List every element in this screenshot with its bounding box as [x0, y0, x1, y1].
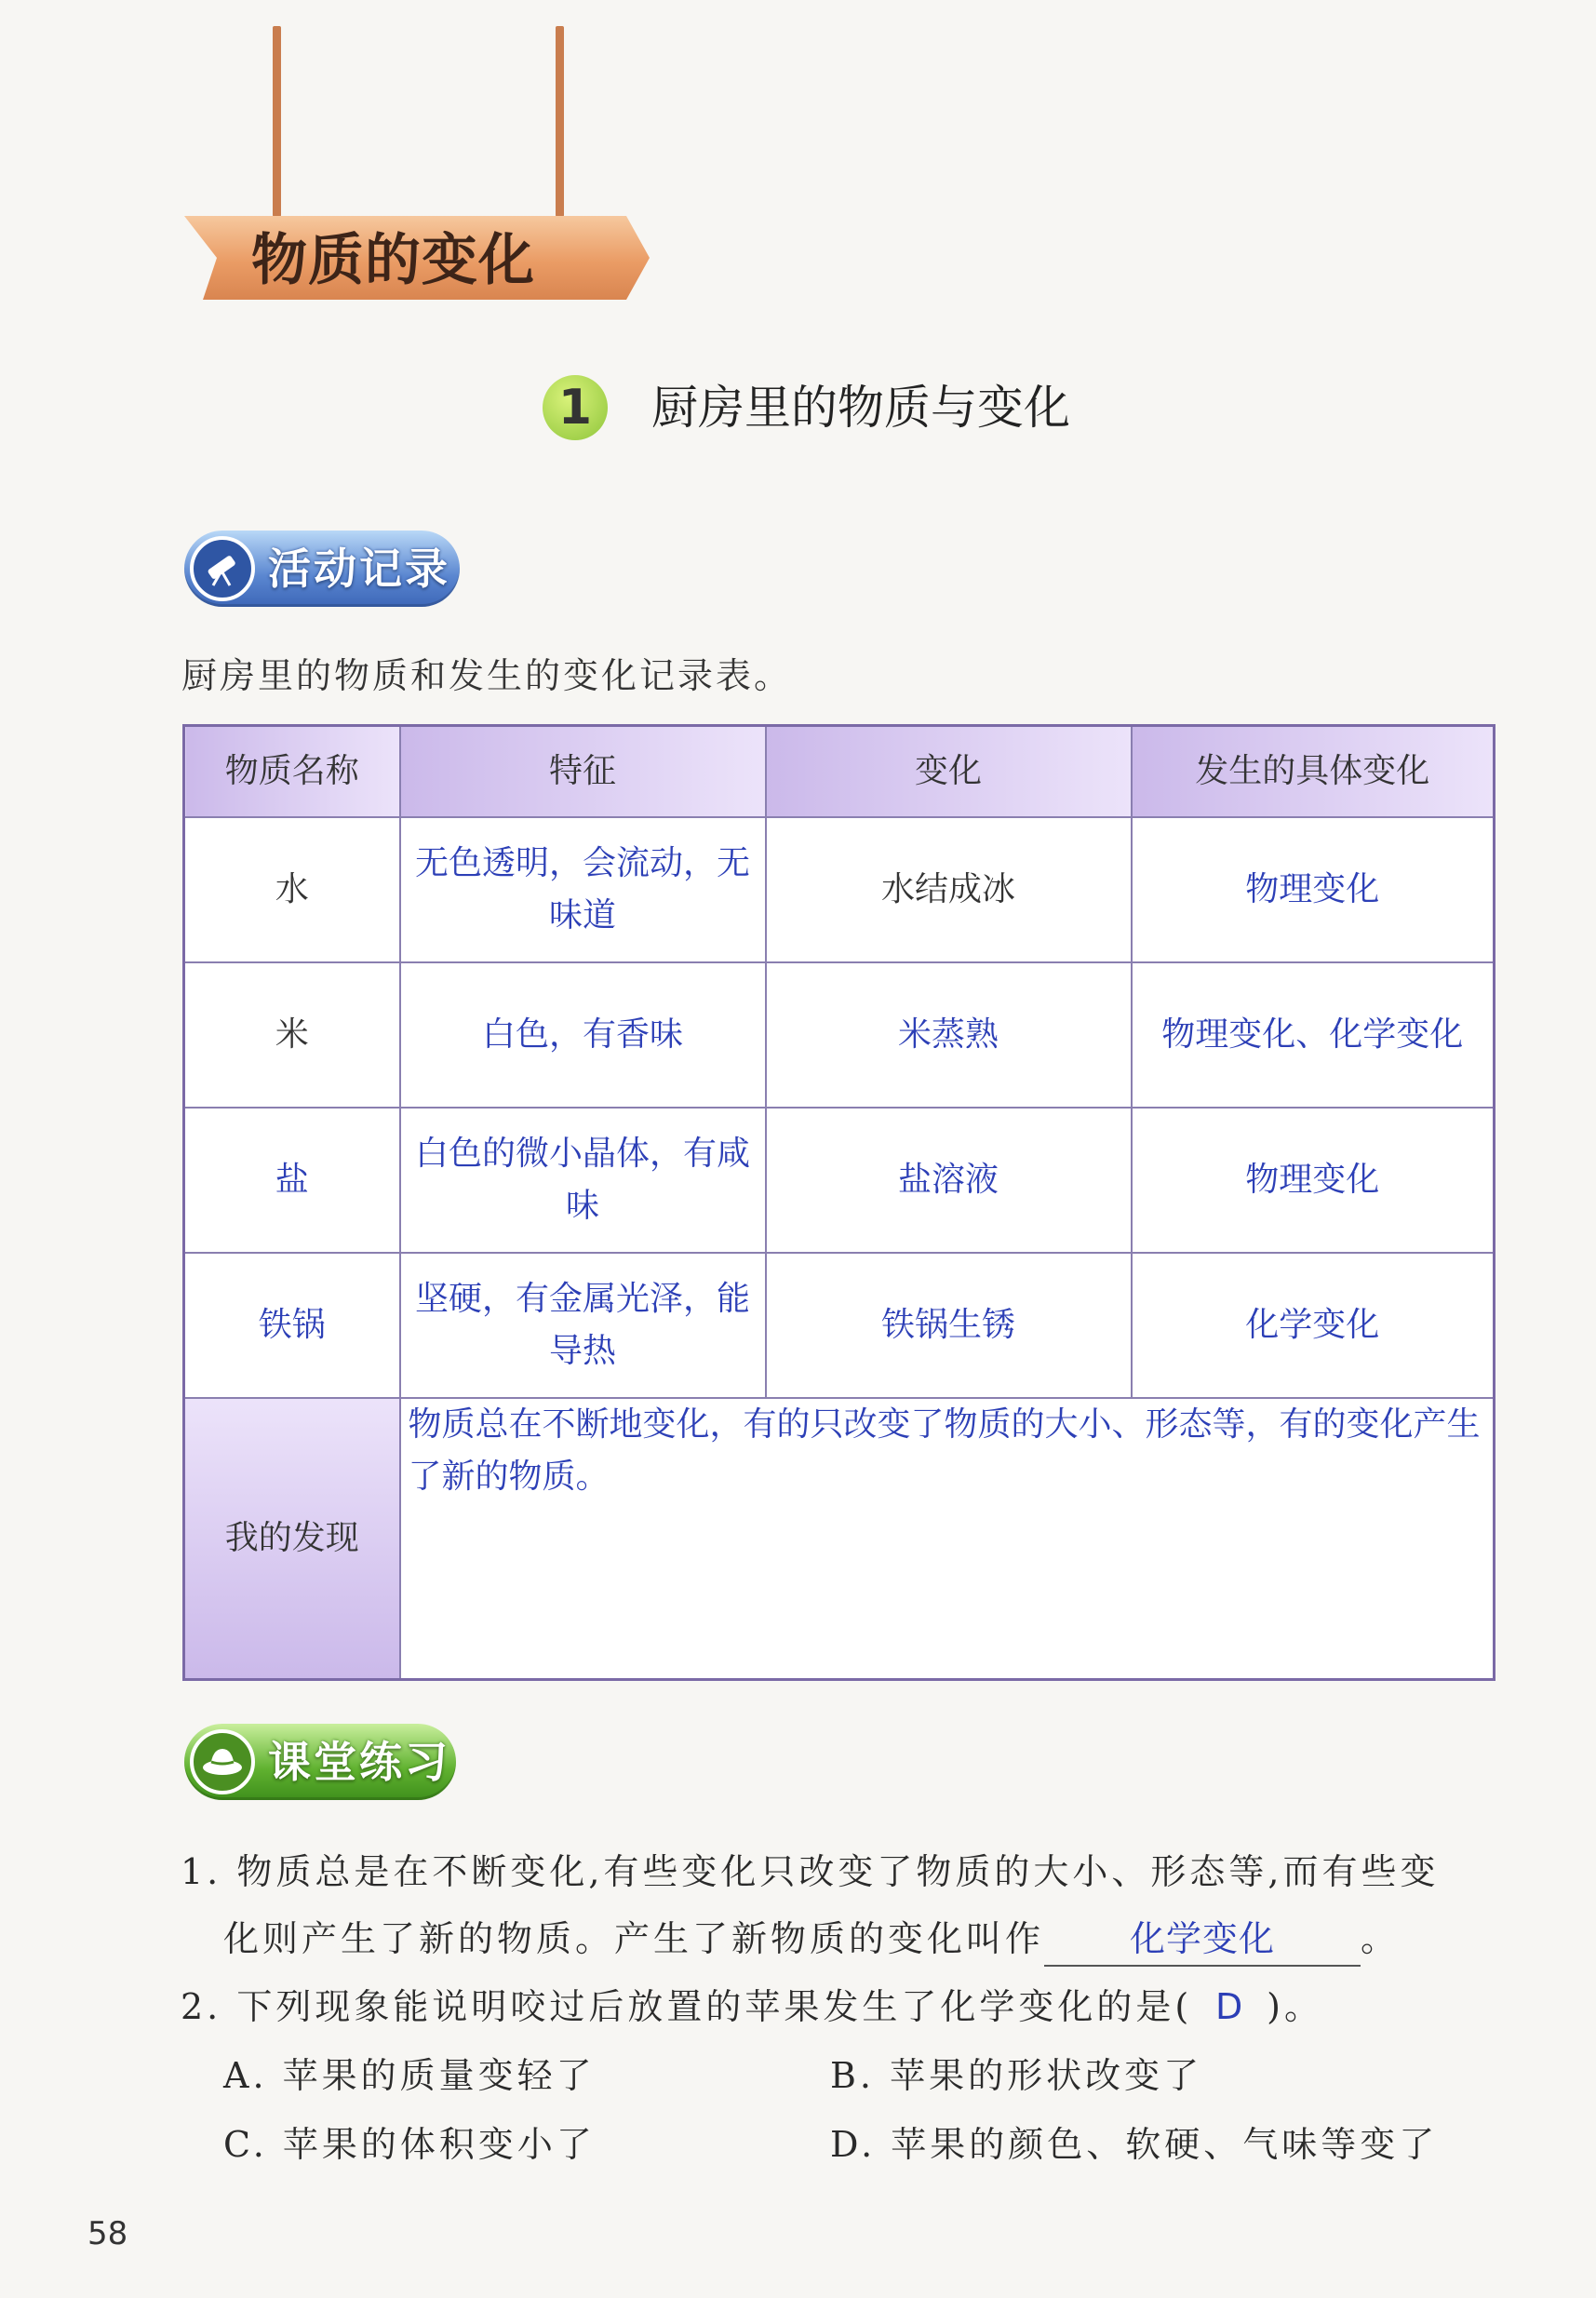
table-intro-text: 厨房里的物质和发生的变化记录表。: [181, 655, 793, 696]
telescope-icon: [190, 536, 255, 601]
option-b: B. 苹果的形状改变了: [830, 2055, 1203, 2096]
header-feature: 特征: [400, 726, 766, 818]
hat-icon: [190, 1729, 255, 1794]
table-row: [184, 962, 1495, 1108]
banner-rope-left: [273, 26, 281, 217]
cell-change: 铁锅生锈: [766, 1253, 1132, 1398]
question-1-line-2: [223, 1913, 1400, 1967]
banner-rope-right: [556, 26, 564, 217]
finding-text: 物质总在不断地变化，有的只改变了物质的大小、形态等，有的变化产生了新的物质。: [400, 1398, 1495, 1680]
cell-change: 水结成冰: [766, 817, 1132, 962]
header-change: 变化: [766, 726, 1132, 818]
section-practice-label: 课堂练习: [268, 1737, 450, 1787]
unit-title: 物质的变化: [251, 228, 535, 293]
section-activity-header: [184, 531, 460, 607]
cell-feature: 无色透明，会流动，无味道: [400, 817, 766, 962]
table-row: [184, 1108, 1495, 1253]
cell-change: 盐溶液: [766, 1108, 1132, 1253]
page-number: 58: [87, 2215, 128, 2252]
cell-type: 物理变化: [1132, 1108, 1495, 1253]
cell-feature: 白色的微小晶体，有咸味: [400, 1108, 766, 1253]
question-1-line-1: 1. 物质总是在不断变化,有些变化只改变了物质的大小、形态等,而有些变: [181, 1851, 1440, 1892]
cell-feature: 白色，有香味: [400, 962, 766, 1108]
cell-name: 米: [184, 962, 400, 1108]
header-name: 物质名称: [184, 726, 400, 818]
question-1-line-2-end: 。: [1361, 1918, 1401, 1959]
question-2-stem: [181, 1981, 1323, 2033]
record-table: [182, 724, 1495, 1681]
cell-type: 物理变化: [1132, 817, 1495, 962]
question-2-stem-text: 2. 下列现象能说明咬过后放置的苹果发生了化学变化的是(: [181, 1986, 1193, 2027]
cell-name: 水: [184, 817, 400, 962]
cell-feature: 坚硬，有金属光泽，能导热: [400, 1253, 766, 1398]
table-row: [184, 1253, 1495, 1398]
question-1-line-2-text: 化则产生了新的物质。产生了新物质的变化叫作: [223, 1918, 1045, 1959]
option-d: D. 苹果的颜色、软硬、气味等变了: [830, 2124, 1439, 2165]
question-2-answer: D: [1215, 1986, 1244, 2027]
table-header-row: [184, 726, 1495, 818]
section-activity-label: 活动记录: [268, 544, 450, 594]
cell-type: 化学变化: [1132, 1253, 1495, 1398]
table-row: [184, 817, 1495, 962]
cell-name: 铁锅: [184, 1253, 400, 1398]
finding-label: 我的发现: [184, 1398, 400, 1680]
question-2-stem-end: )。: [1267, 1986, 1323, 2027]
table-finding-row: [184, 1398, 1495, 1680]
option-c: C. 苹果的体积变小了: [223, 2124, 596, 2165]
header-type: 发生的具体变化: [1132, 726, 1495, 818]
lesson-title: 厨房里的物质与变化: [651, 381, 1070, 435]
option-a: A. 苹果的质量变轻了: [223, 2055, 596, 2096]
cell-type: 物理变化、化学变化: [1132, 962, 1495, 1108]
cell-change: 米蒸熟: [766, 962, 1132, 1108]
cell-name: 盐: [184, 1108, 400, 1253]
question-1-answer: 化学变化: [1044, 1913, 1361, 1967]
section-practice-header: [184, 1724, 456, 1800]
lesson-number-badge: 1: [543, 375, 608, 440]
